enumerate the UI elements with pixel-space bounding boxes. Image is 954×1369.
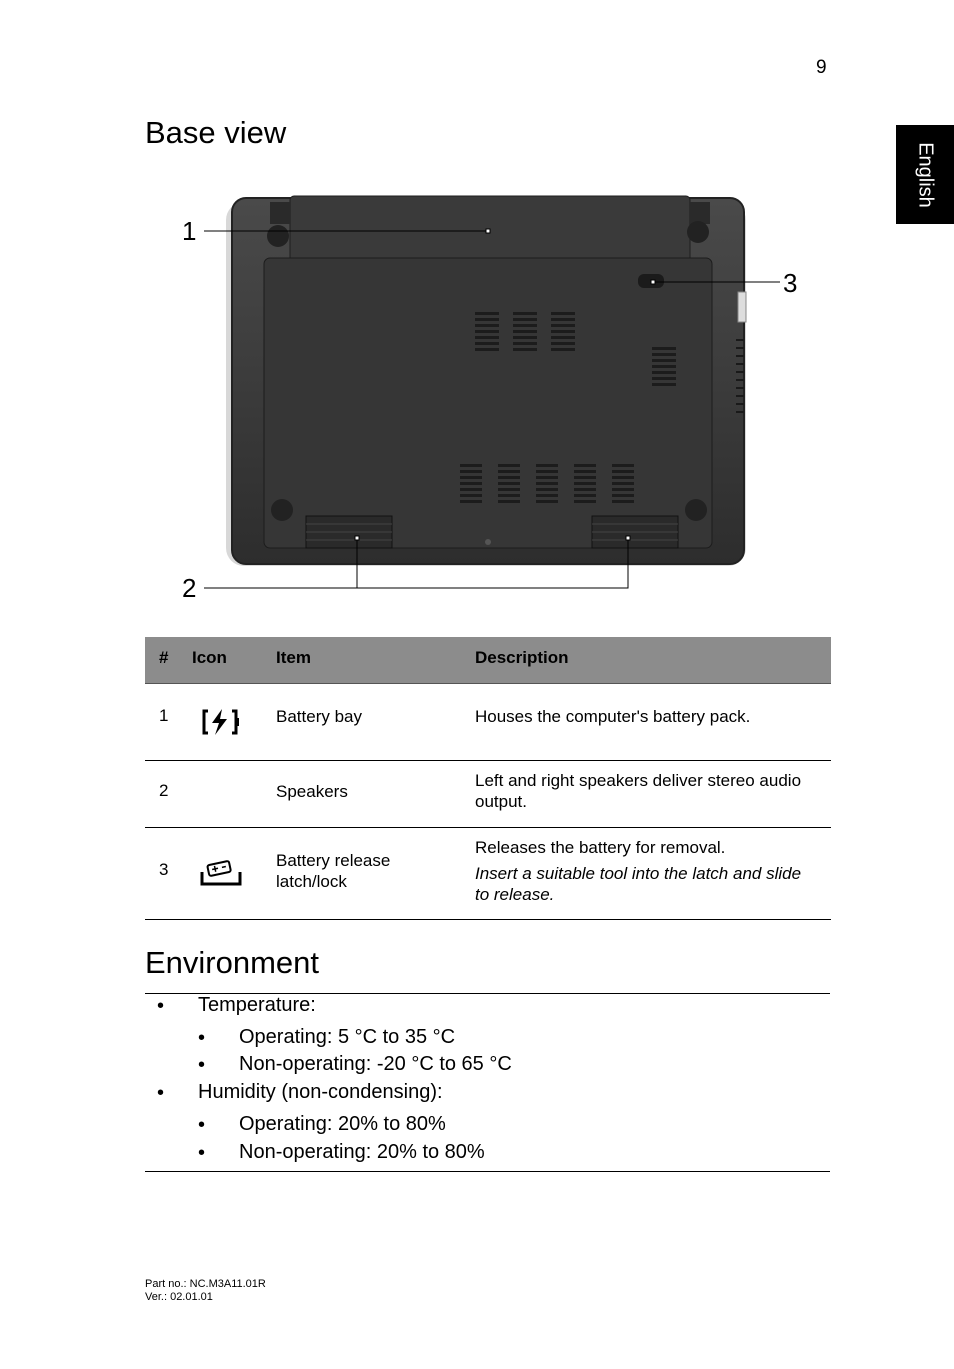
battery-charge-icon	[200, 708, 240, 741]
list-item: Non-operating: -20 °C to 65 °C	[239, 1053, 512, 1075]
language-tab	[896, 125, 954, 224]
row-note: Insert a suitable tool into the latch and slide to release.	[475, 864, 802, 904]
row-item: Speakers	[276, 782, 348, 801]
version: Ver.: 02.01.01	[145, 1291, 213, 1303]
header-item: Item	[276, 648, 311, 667]
row-number: 2	[159, 781, 169, 800]
part-number: Part no.: NC.M3A11.01R	[145, 1278, 266, 1290]
header-description: Description	[475, 648, 569, 667]
row-item: Battery bay	[276, 707, 362, 726]
footer	[145, 1278, 266, 1304]
header-icon: Icon	[192, 648, 227, 667]
row-description: Releases the battery for removal.	[475, 838, 726, 857]
callout-2: 2	[182, 573, 197, 603]
row-item-line: latch/lock	[276, 872, 347, 891]
callout-1: 1	[182, 216, 197, 246]
list-item: Non-operating: 20% to 80%	[239, 1141, 485, 1163]
page-number: 9	[816, 57, 827, 78]
row-number: 3	[159, 860, 169, 879]
row-description: Left and right speakers deliver stereo audio output.	[475, 771, 802, 811]
environment-title: Environment	[145, 945, 320, 980]
base-view-title: Base view	[145, 115, 287, 150]
row-description: Houses the computer's battery pack.	[475, 707, 751, 726]
table-row	[145, 761, 831, 828]
callout-3: 3	[783, 268, 798, 298]
header-number: #	[159, 648, 169, 667]
battery-release-icon	[200, 858, 242, 893]
components-table	[145, 637, 831, 920]
row-item-line: Battery release	[276, 851, 391, 870]
table-row	[145, 684, 831, 761]
list-item: Temperature:	[198, 994, 316, 1016]
list-item: Operating: 20% to 80%	[239, 1113, 446, 1135]
list-item: Operating: 5 °C to 35 °C	[239, 1026, 456, 1048]
laptop-base-illustration	[140, 180, 820, 610]
row-number: 1	[159, 706, 169, 725]
environment-list: • Temperature: • Operating: 5 °C to 35 °C • Non-operating: -20 °C to 65 °C • Humidity (non-condensing): • Operating: 20% to 80% • Non-operating: 20% to 80%	[145, 993, 830, 1172]
table-header	[145, 637, 831, 684]
language-tab-label: English	[914, 141, 937, 208]
table-row	[145, 828, 831, 920]
list-item: Humidity (non-condensing):	[198, 1081, 443, 1103]
